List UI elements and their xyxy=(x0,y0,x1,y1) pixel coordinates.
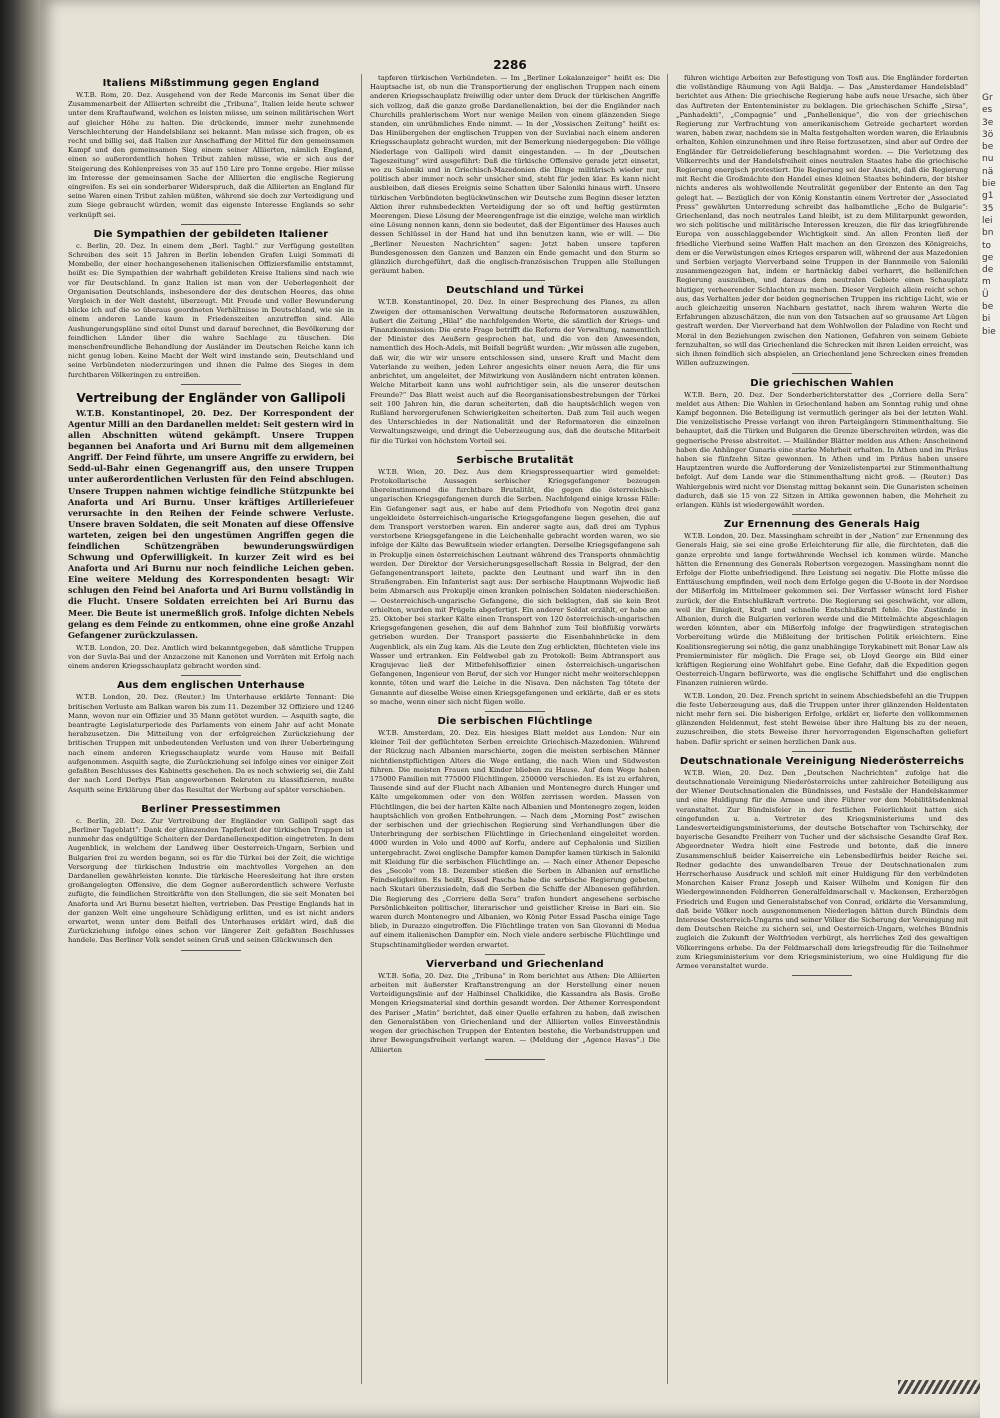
column-rule xyxy=(667,74,668,1384)
article-separator xyxy=(792,975,852,976)
column-2 xyxy=(370,74,660,1399)
article-heading: Zur Ernennung des Generals Haig xyxy=(723,519,921,531)
article-paragraph: W.T.B. Wien, 20. Dez. Den „Deutschen Nachrichten“ zufolge hat die deutschnationale Vereinigung Niederösterreichs unter zahlreicher Beteiligung aus der Wiener Deutschnationalen die Bündnisses, und Festsäle der Handelskammer und eine Huldigung für die Armee und ihre Führer vor dem Mobilitätsdenkmal veranstaltet. Zur Bündnisfeier in der festlichen Feierlichkeit hatten sich eingefunden u. a. Vertreter des Kriegsministeriums und des Landesverteidigungsministeriums, der deutsche Botschafter von Tschirschky, der bayerische Gesandte Freiherr von Tucher und der sächsische Gesandte Graf Rex. Abgeordneter Wedra hielt eine Festrede und betonte, daß die innere Zusammenschluß beider Kaiserreiche ein Lebensbedürfnis beider Reiche sei. Redner gedachte des unwandelbaren Treue der Deutschnationalen zum Herrscherhause Ausdruck und schloß mit einer Huldigung für den verbündeten Monarchen Kaiser Franz Joseph und Kaiser Wilhelm und Konigen für den Wiedergewinnenden Feldherren Generalfeldmarschall v. Mackensen, Erzherzögen Friedrich und Eugen und Generalstabschef von Conrad, erklärte die Versammlung, daß beide Völker noch ausgenommenen Niederlagen hätten durch Bündnis dem Interesse Oesterreich-Ungarns und seiner Völker die Sicherung der Vereinigung mit dem Deutschen Reiche zu sichern sei, und Oesterreich-Ungarn, welches Bündnis zugleich die Zukunft der Weltfrieden verbürgt, als herrliches Zeil des gewaltigen Völkerringens erhebe. Da der Feldmarschall dem kriegsfreudig für die Teilnehmer zum Kriegsministerium vor dem Kriegsministerium, wo eine Huldigung für die Armee veranstaltet wurde. xyxy=(676,768,968,971)
article-paragraph: W.T.B. Rom, 20. Dez. Ausgehend von der Rede Marconis im Senat über die Zusammenarbeit der Alliierten schreibt die „Tribuna“, Italien leide heute schwer unter dem Kraftaufwand, welchen es leisten müsse, um seinen militärischen Wert auf gleicher Höhe zu halten. Die drückende, immer mehr zunehmende Verschlechterung der Handelsbilanz sei bekannt. Man müsse sich fragen, ob es recht und billig sei, daß Italien zur Anschaffung der Mittel für den gemeinsamen Kampf und den gemeinsamen Sieg einem seiner Alliierten, nämlich England, einen so außerordentlich hohen Tribut zahlen müsse, wie er sich aus der Steigerung des Kohlenpreises von 35 auf 150 Lire pro Tonne ergebe. Hier müsse im Interesse der gemeinsamen Sache der Alliierten die englische Regierung eingreifen. Es sei ein sonderbarer Widerspruch, daß die Alliierten an England für seine Waren einen Tribut zahlen müßten, während sie doch zur Verteidigung und zum Siege gebraucht würden, womit das eigenste Interesse Englands so sehr verknüpft sei. xyxy=(68,91,354,219)
article-separator xyxy=(181,950,241,951)
article-separator xyxy=(485,1059,545,1060)
article-paragraph: c. Berlin, 20. Dez. Zur Vertreibung der Engländer von Gallipoli sagt das „Berliner Tageblatt“: Dank der glänzenden Tapferkeit der türkischen Truppen ist nunmehr das endgültige Scheitern der Dardanellenexpedition eingetreten. In dem Augenblick, in welchem der Landweg über Oesterreich-Ungarn, Serbien und Bulgarien frei zu werden begann, sei es für die Türkei bei der Zeit, die wichtige Versorgung der türkischen Industrie ein machtvolles Vorgehen an den Dardanellen gewährleisten konnte. Die türkische Heeresleitung hat ihre ersten großangelegten Offensive, die dem Gegner außerordentlich schwere Verluste zufügte, die feindlichen Streitkräfte von den Stellungen, die sie seit Monaten bei Anaforta und Ari Burnu besetzt hielten, vertrieben. Das Prestige Englands hat in der ganzen Welt eine ungeheure Schädigung erlitten, und es ist nicht anders erwartet, wenn unter dem Beifall des Unterhauses erklärt wird, daß die Zurückziehung infolge eines schon vor längerer Zeit gefaßten Beschlusses handele. Das Berliner Volk sendet seinen Gruß und seinen Glückwunsch den xyxy=(68,816,354,945)
article-paragraph: W.T.B. Amsterdam, 20. Dez. Ein hiesiges Blatt meldet aus London: Nur ein kleiner Teil der geflüchteten Serben erreichte Griechisch-Mazedonien. Während der Rückzug nach Albanien marschierte, zogen die meisten serbischen Männer nichtdienstpflichtigen Alters die Wege entlang, die nach Wien und Südwesten führen. Die meisten Frauen und Kinder blieben zu Hause. Auf dem Wege haben 175000 Familien mit 775000 Flüchtlingen. 250000 verschieden. Es ist zu erfahren, Tausende sind auf der Flucht nach Albanien und Montenegro durch Hunger und Kälte umgekommen oder von den Wölfen zerrissen worden. Massen von Flüchtlingen, die bei der harten Kälte nach Albanien und Montenegro zogen, leiden hauptsächlich von großen Entbehrungen. — Nach dem „Morning Post“ zwischen der serbischen und der griechischen Regierung sind Verhandlungen über die Unterbringung der serbischen Flüchtlinge in Griechenland eingeleitet worden. 4000 wurden in Volo und 4000 auf Korfu, andere auf Cephalonia und Sizilien untergebracht. Zwei englische Dampfer kamen Dampfer kamen türkisch in Saloniki mit Kleidung für die serbischen Flüchtlinge an. — Nach einer Athener Depesche des „Secolo“ vom 18. Dezember stießen die Serben in Albanien auf ernstliche Feindseligkeiten. Es heißt, Essad Pascha habe die serbische Regierung gebeten, nach Skutari überzusiedeln, daß die Serben die Schiffe der Albanesen gefährden. Die Regierung des „Corriere della Sera“ trafen hundert angesehene serbische Persönlichkeiten politischer, literarischer und geistlicher Kreise in Bari ein. Sie waren durch Montenegro und Albanien, wo König Peter Essad Pascha einige Tage blieb, in Durazzo eingetroffen. Die Flüchtlinge traten von San Giovanni di Medua auf einem italienischen Dampfer ein. Noch viele andere serbische Flüchtlinge und Stupschtinamitglieder werden erwartet. xyxy=(370,729,660,949)
article-paragraph: W.T.B. London, 20. Dez. French spricht in seinem Abschiedsbefehl an die Truppen die feste Ueberzeugung aus, daß die Truppen unter ihrer glänzenden Heldentaten nicht mehr fern sei. Die bisherigen Erfolge, erklärt er, lieferte den vollkommenen glänzenden Heldenmut, fest steht Beweise über ihre Haltung bis zu der neuen, zuzuschreiben, die stets Beweise ihrer hervorragenden Eigenschaften geliefert haben. Dafür spricht er seinen herzlichen Dank aus. xyxy=(676,691,968,746)
article-paragraph: W.T.B. Konstantinopel, 20. Dez. In einer Besprechung des Planes, zu allen Zweigen der ottomanischen Verwaltung deutsche Reformatoren auszuwählen, äußert die Zeitung „Hilal“ die nachfolgenden Worte, die sämtlich der Kriegs- und Finanzkommission: Die erste Frage betrifft die Reform der Verwaltung, namentlich der Minister des Aeußern gesprochen hat, und die von den Anwesenden, namentlich des Hoch-Adels, mit Beifall begrüßt wurden: „Wir müssen alle zugeben, daß wir, die wir wir unsere entschlossen sind, unsere Kraft und Macht dem Vaterlande zu weihen, jeden Lehrer angesichts einer neuen Aera, die für uns anbrichtet, um angeleitet, der Mitwirkung von Ausländern nicht entraten können. Welche Mitarbeit kann uns wohl aufrichtiger sein, als die unserer deutschen Freunde?“ Das Blatt weist auch auf die Reorganisationsbestrebungen der Türkei seit 100 Jahren hin, die daran scheiterten, daß die hauptsächlich wegen von Rußland hervorgerufenen Schwierigkeiten scheiterten. Daß zum Teil auch wegen des Unterschiedes in der Nationalität und der Reformatoren die einzelnen Verwaltungszweige, und dringt die Ueberzeugung aus, daß die deutsche Mitarbeit für die Türkei von höchstem Vorteil sei. xyxy=(370,298,660,445)
article-paragraph: c. Berlin, 20. Dez. In einem dem „Berl. Tagbl.“ zur Verfügung gestellten Schreiben des seit 15 Jahren in Berlin lebenden Grafen Luigi Sommati di Mombello, der einer hochangesehenen italienischen Offiziersfamilie entstammt, heißt es: Die Sympathien der wahrhaft gebildeten Kreise Italiens sind nach wie vor für Deutschland. In ganz Italien ist man von der Ueberlegenheit der Organisation Deutschlands, insbesondere der des deutschen Heeres, das ohne Vergleich in der Welt dasteht, überzeugt. Mit Freude und voller Bewunderung blicke ich auf die so überaus geordneten Verhältnisse in Deutschland, wie sie in einem anderen Lande kaum in Friedenszeiten anzutreffen sind. Alle Aushungerungspläne sind eitel Dunst und darauf berechnet, die Bevölkerung der feindlichen Länder über die wahre Sachlage zu täuschen. Die menschenfreundliche Behandlung der Ausländer im Deutschen Reiche kann ich nicht genug loben. Keine Macht der Welt wird imstande sein, Deutschland und seine Verbündeten niederzuringen und ihnen die Palme des Sieges in dem furchtbaren Völkeringen zu entreißen. xyxy=(68,241,354,379)
next-page-fragment: Gr es 3e 3ö be nu nä bie g1 35 lei bn to ge de m Ü be bi bie xyxy=(982,93,996,337)
article-paragraph: W.T.B. Sofia, 20. Dez. Die „Tribuna“ in Rom berichtet aus Athen: Die Alliierten arbeiten mit äußerster Kraftanstrengung an der Herstellung einer neuen Verteidigungslinie auf der Halbinsel Chalkidike, die Kassandra als Basis. Große Mengen Kriegsmaterial sind dorthin gesandt worden. Der Athener Korrespondent des Pariser „Matin“ berichtet, daß einer Quelle erfahren zu haben, daß zwischen den Generalstäben von Griechenland und der Alliierten volles Einverständnis wegen der griechischen Truppen der Ententen bestehe, die Verbandstruppen und ihrer Bewegungsfreiheit verlangt waren. — (Meldung der „Agence Havas“.) Die Alliierten xyxy=(370,971,660,1054)
column-1 xyxy=(68,74,354,1399)
article-paragraph: führen wichtige Arbeiten zur Befestigung von Tosfi aus. Die Engländer forderten die vollständige Räumung von Agii Baldja. — Das „Amsterdamer Handelsblad“ berichtet aus Athen: Die griechische Regierung habe aufs neue Ursache, sich über das Auftreten der Ententeminister zu beklagen. Die griechischen Schiffe „Sirsa“, „Panhadekti“, „Compagnie“ und „Panhellenique“, die von der griechischen Regierung zur Verfrachtung von amerikanischem Getreide gechartert worden waren, haben zwar, nachdem sie in Malta festgehalten worden waren, die Erlaubnis erhalten, Kohlen einzunehmen und ihre Reise fortzusetzen, sind aber auf Ordre der Engländer für Getreidelieferung beschlagnahmt worden. — Die Verletzung des Völkerrechts und der Handelsfreiheit eines neutralen Staates habe die griechische Regierung energisch protestiert. Die Regierung sei der Ansicht, daß die Regierung mit Recht die Großmächte den Handel eines kleinen Staates behindern, der bisher nichts anderes als wohlwollende Neutralität gegenüber der Entente an den Tag gelegt hat. — Bezüglich der von König Konstantin einem Vertreter der „Associated Press“ gewährten Unterredung schreibt das halbamtliche „Echo de Bulgarie“: Griechenland, das noch neutrales Land bleibt, ist zu dem Militarpunkt geworden, wo sich politische und militärische Interessen kreuzen, die für das kriegführende Europa von ausschlaggebender Wichtigkeit sind. An allen Fronten ließ der friedliche Vierbund seine Waffen Halt machen an den Grenzen des Königreichs, dem er die Verwüstungen eines Krieges ersparen will, während der aus Mazedonien und Serbien verjagte Vierverband seine Truppen in der Bannmeile von Saloniki zusammengezogen hat, indem er hartnäckig dabei verharrt, die helleniſchen Regierung auszuüben, und daraus dem neutralen Gebiete einen Schauplatz blutiger, verheerender Schlachten zu machen. Dieser Vergleich allein reicht schon aus, das Verhalten jeder der beiden gegnerischen Truppen ins richtige Licht, wie er auch gleichzeitig unseren Nachbarn gestattet, nach ihrem wahren Werte die Erfahrungen abzuschätzen, die nun von den Tatsachen auf so grausame Art Lügen gestraft werden. Der Vierverband hat dem Wohlwollen der Paladine von Recht und Moral in den Beziehungen zwischen den Nationen, Gefahren von seinem Gebiete fernzuhalten, so will das Griechenland die Schrecken mit ihren Leiden erreicht, was sich ihnen feindlich sich abspielen, an Griechenland jene Schrecken eines fremden Willen aufzuzwingen. xyxy=(676,74,968,368)
column-3 xyxy=(676,74,968,1399)
ink-stamp-mark xyxy=(898,1380,980,1394)
book-binding xyxy=(0,0,40,1418)
article-heading: Die griechischen Wahlen xyxy=(750,377,894,389)
page-number: 2286 xyxy=(493,58,527,72)
article-paragraph: W.T.B. London, 20. Dez. Massingham schreibt in der „Nation“ zur Ernennung des Generals Haig, sie sei eine große Erleichterung für alle, die fürchteten, daß die ganze erprobte und lange fortwährende Wechsel ich kommen würde. Manche hätten die Ernennung des Generals Robertson vorgezogen. Massingham nennt die Erfolge der Flotte unbefriedigend. Ihre Leistung sei negativ. Die Flotte müsse die Enttäuschung empfinden, weil noch dem Erfolge gegen die U-Boote in der Nordsee der Mißerfolg im Mittelmeer gekommen sei. Der Verfasser wünscht lord Fisher zurück, der die Entschlußkraft vertrete. Die Regierung sei geschwächt, vor allem, weil ihr Einigkeit, Kraft und schnelle Entschlußkraft fehle. Die Zustände in Albanien, durch die Bulgarien verloren werde und die Mittelmächte abgeschlagen werden könnten, aber ein Mißerfolg infolge der fragwürdigen strategischen Vorbereitung würde die Mißleitung der britischen Politik erleichtern. Eine Koalitionsregierung sei nötig, die ganz unabhängige Torykabinett mit Bonar Law als Premierminister für möglich. Die Frage sei, ob Lloyd George ein Bild einer kräftigen Regierung eine Wohlfahrt gebe. Eine Gefahr, daß die Expedition gegen Oesterreich-Ungarn befürworte, was die englische Schiffahrt und die englischen Finanzen ruinieren würde. xyxy=(676,532,968,688)
next-page-edge xyxy=(980,0,1000,1418)
article-separator xyxy=(792,751,852,752)
article-separator xyxy=(181,224,241,225)
article-separator xyxy=(485,280,545,281)
article-heading: Aus dem englischen Unterhause xyxy=(117,680,305,692)
article-separator xyxy=(485,450,545,451)
article-separator xyxy=(181,675,241,676)
article-separator xyxy=(485,954,545,955)
article-paragraph: W.T.B. Bern, 20. Dez. Der Sonderberichterstatter des „Corriere della Sera“ meldet aus Athen: Die Wahlen in Griechenland haben am Sonntag ruhig und ohne Kampf begonnen. Die Beteiligung ist vermutlich geringer als bei der letzten Wahl. Die venizelistische Presse verlangt von ihren Parteigängern Stimmenthaltung. Sie behauptet, daß die Türken und Bulgaren die Grenze überschreiten würden, was die gegnerische Presse abstreitet. — Mailänder Blätter melden aus Athen: Anscheinend haben die Anhänger Gunaris eine starke Mehrheit erhalten. In Athen und im Piräus haben sie fünfzehn Sitze gewonnen. In Athen und im Piräus haben unsere Hauptzentren wurde die Aufforderung der Venizelistenpartei zur Stimmenthaltung befolgt. Auf dem Lande war die Stimmenthaltung nicht groß. — (Reuter.) Das Wahlergebnis wird nicht vor Dienstag mittag bekannt sein. Die Gunaristen scheinen dadurch, daß sie 15 von 22 Sitzen in Attika gewonnen haben, die Mehrheit zu erlangen. Kühls ist wiedergewählt worden. xyxy=(676,390,968,509)
column-rule xyxy=(361,74,362,1384)
article-paragraph: W.T.B. London, 20. Dez. Amtlich wird bekanntgegeben, daß sämtliche Truppen von der Suvla-Bai und der Anzaczone mit Kanonen und Vorräten mit Erfolg nach einem anderen Kriegsschauplatz gebracht worden sind. xyxy=(68,643,354,671)
article-heading: Vertreibung der Engländer von Gallipoli xyxy=(76,390,346,405)
newspaper-page xyxy=(40,0,980,1418)
article-heading: Die Sympathien der gebildeten Italiener xyxy=(93,228,329,240)
article-separator xyxy=(181,799,241,800)
article-paragraph: tapferen türkischen Verbündeten. — Im „Berliner Lokalanzeiger“ heißt es: Die Hauptsache ist, ob nun die Transportierung der englischen Truppen nach einem anderen Kriegsschauplatz freiwillig oder unter dem Druck der türkischen Angriffe sich vollzog, daß die ganze große Dardanellenaktion, bei der die Engländer nach Churchills prahlerischem Wort nur wenige Meilen von einem glänzenden Siege standen, ein unrühmliches Ende nimmt. — In der „Vossischen Zeitung“ heißt es: Das Hinübergehen der englischen Truppen von der Suvlabai nach einem anderen Kriegsschauplatz gebracht wurden, mit der Bemerkung niedergegeben: Die völlige Niederlage von Gallipoli wird damit eingestanden. — In der „Deutschen Tageszeitung“ wird ausgeführt: Daß die türkische Offensive gerade jetzt einsetzt, wo zu Saloniki und in Griechisch-Mazedonien die Dinge militärisch wieder nur, politisch aber immer noch sehr unsicher sind, steht für jeden klar. Es kann nicht ausbleiben, daß dieses Ereignis seine Schatten über Saloniki hinaus wirft. Unsere türkischen Verbündeten beglückwünschen wir Deutsche zum Beginn dieser letzten Aktion ihrer ruhmbedeckten Verteidigung der so oft und heftig gestürmten Meerengen. Diese Lösung der Meerengenfrage ist die einzige, welche man wirklich eine Lösung nennen kann, denn sie bedeutet, daß der Eigentümer des Hauses auch dessen Schlüssel in der Hand hat und ihn benutzen kann, wie er will. — Die „Berliner Neuesten Nachrichten“ sagen: Jetzt haben unsere tapferen Bundesgenossen den Ganzen und Banzen ein Ende gemacht und den Sturm so glänzlich durchgeführt, daß die englisch-französischen Truppen alle Stellungen geräumt haben. xyxy=(370,74,660,276)
article-separator xyxy=(792,514,852,515)
article-heading: Vierverband und Griechenland xyxy=(426,958,604,970)
article-heading: Serbische Brutalität xyxy=(456,454,574,466)
article-separator xyxy=(792,373,852,374)
article-heading: Die serbischen Flüchtlinge xyxy=(437,716,593,727)
article-heading: Italiens Mißstimmung gegen England xyxy=(102,78,320,89)
article-heading: Berliner Pressestimmen xyxy=(141,803,281,815)
article-paragraph: W.T.B. London, 20. Dez. (Reuter.) Im Unterhause erklärte Tennant: Die britischen Verluste am Balkan waren bis zum 11. Dezember 32 Offiziere und 1246 Mann, wovon nur ein Offizier und 35 Mann getötet wurden. — Asquith sagte, die beantragte Legislaturperiode des Parlaments von einem Jahr auf acht Monate herabzusetzen. Die Mitteilung von der erfolgreichen Zurückziehung der britischen Truppen mit unbedeutenden Verlusten und von ihrer Ueberbringung nach einem anderen Kriegsschauplatz wurde vom Hause mit Beifall aufgenommen. Asquith sagte, die Zurückziehung sei infolge eines vor einiger Zeit gefaßten Beschlusses des Kabinetts geschehen. Da es noch schwierig sei, die Zahl der nach Lord Derbys Plan angeworbenen Rekruten zu klassifizieren, mußte Asquith seine Erklärung über das Resultat der Werbung auf später verschieben. xyxy=(68,693,354,794)
article-paragraph: W.T.B. Konstantinopel, 20. Dez. Der Korrespondent der Agentur Milli an den Dardanellen meldet: Seit gestern wird in allen Abschnitten wütend gekämpft. Unsere Truppen begannen bei Anaforta und Ari Burnu mit dem allgemeinen Angriff. Der Feind führte, um unsere Angriffe zu erwidern, bei Sedd-ul-Bahr einen Gegenangriff aus, den unsere Truppen unter außerordentlichen Verlusten für den Feind abschlugen. Unsere Truppen nahmen wichtige feindliche Stützpunkte bei Anaforta und Ari Burnu. Unser kräftiges Artilleriefeuer verursachte in den Reihen der Feinde schwere Verluste. Unsere braven Soldaten, die seit Monaten auf diese Offensive warteten, zeigen bei den ungestümen Angriffen gegen die feindlichen Schützengräben bewunderungswürdigen Schwung und Opferwilligkeit. In kurzer Zeit wird es bei Anaforta und Ari Burnu nur noch feindliche Leichen geben. Eine weitere Meldung des Korrespondenten besagt: Wir schlugen den Feind bei Anaforta und Ari Burnu vollständig in die Flucht. Unsere Soldaten erreichten bei Ari Burnu das Meer. Die Beute ist unermeßlich groß. Infolge dichten Nebels gelang es dem Feinde zu entkommen, ohne eine große Anzahl Gefangener zurückzulassen. xyxy=(68,407,354,640)
article-separator xyxy=(485,711,545,712)
article-heading: Deutschnationale Vereinigung Niederösterreichs xyxy=(679,755,965,767)
article-paragraph: W.T.B. Wien, 20. Dez. Aus dem Kriegspressequartier wird gemeldet: Protokollarische Aussagen serbischer Kriegsgefangener bezeugen übereinstimmend die furchtbare Brutalität, die gegen die österreichisch-ungarischen Kriegsgefangenen durch die Serben. Nachfolgend einige krasse Fälle: Ein Gefangener sagt aus, er habe auf dem Friedhofe von Negotin drei ganz ungekleidete österreichisch-ungarische Kriegsgefangene liegen gesehen, die auf dem Transport verstorben waren. Ein anderer sagte aus, daß drei am Typhus verstorbene Kriegsgefangene in die Leichenhalle gebracht worden waren, wo sie infolge der Kälte das Bewußtsein wieder erlangten. Derselbe Kriegsgefangene sah in Prokuplje einen österreichischen Leutnant während des Transports ohnmächtig werden. Der Direktor der Versicherungsgesellschaft Rossia in Belgrad, der den Gefangenentransport leitete, packte den Leutnant und warf ihn in den Straßengraben. Ein Infanterist sagt aus: Der serbische Hauptmann Wojwodic ließ beim Abmarsch aus Prokuplje einen kranken polnischen Soldaten niederschießen. — Oesterreichisch-ungarische Gefangene, die sich beklagten, daß sie kein Brot erhielten, wurden mit Prügeln abgefertigt. Ein anderer Soldat erzählt, er habe am 25. Oktober bei starker Kälte einen Transport von 120 österreichisch-ungarischen Kriegsgefangenen gesehen, die auf dem Bahnhof zum Teil bloßfüßig vorwärts getrieben wurden. Der Transport passierte die Eisenbahnbrücke in dem Augenblick, als ein Zug kam. Als die Leute den Zug erblickten, flüchteten viele ins Wasser und ertranken. Ein Feldwebel gab zu Protokoll: Beim Abtransport aus Kragujevac ließ der Mitbefehlsoffizier einen österreichisch-ungarischen Gefangenen, Ingenieur von Beruf, der sich vor Hunger nicht mehr weiterschleppen konnte, töten und warf die Leiche in die Nisava. Den nächsten Tag tötete der Genannte auf dieselbe Weise einen Kriegsgefangenen und erklärte, daß er es stets so mache, wenn einer sich nicht fügen wolle. xyxy=(370,467,660,706)
article-heading: Deutschland und Türkei xyxy=(446,285,584,297)
article-separator xyxy=(181,384,241,385)
